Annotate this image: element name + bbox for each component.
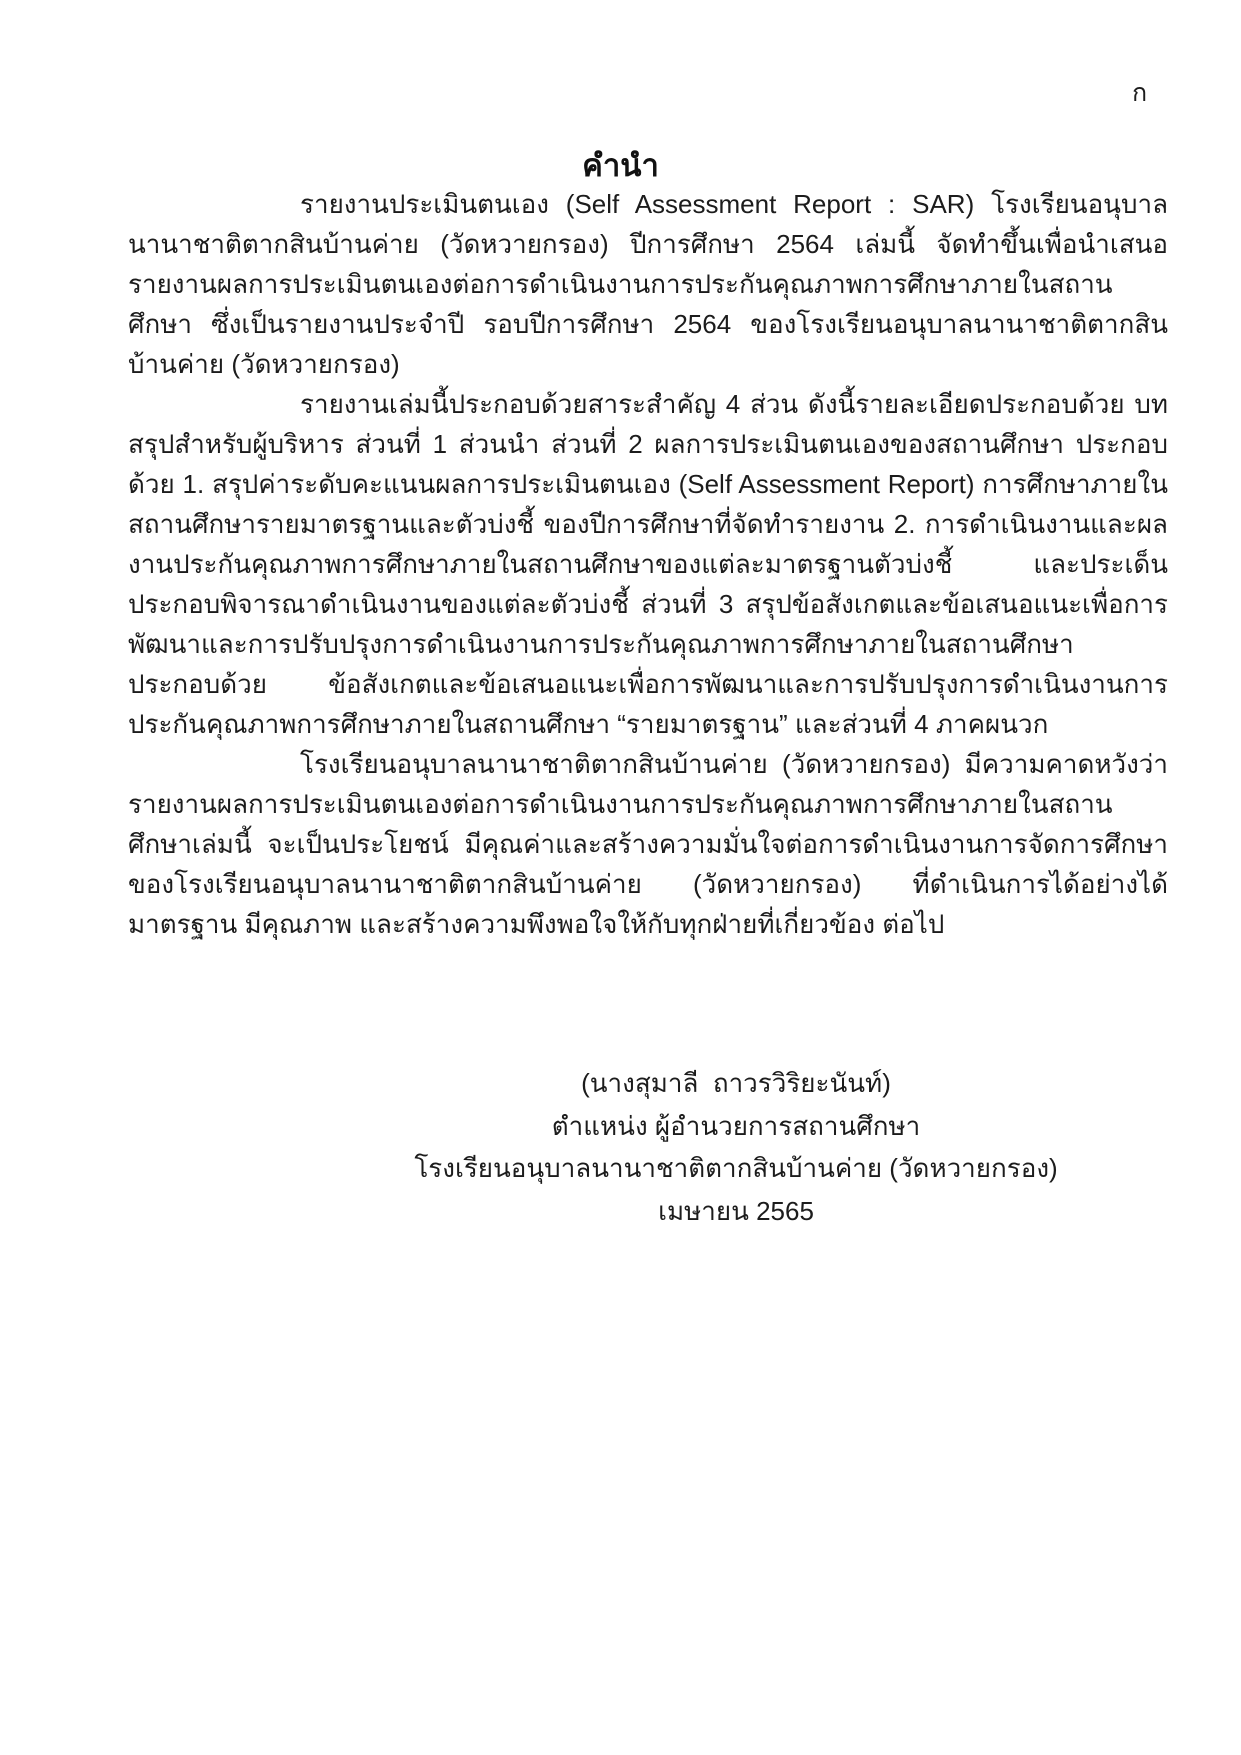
signature-position: ตำแหน่ง ผู้อำนวยการสถานศึกษา [551,1110,921,1141]
preface-paragraph-3: โรงเรียนอนุบาลนานาชาติตากสินบ้านค่าย (วัดหวายกรอง) มีความคาดหวังว่ารายงานผลการประเมินตนเองต่อการดำเนินงานการประกันคุณภาพการศึกษาภายในสถานศึกษาเล่มนี้ จะเป็นประโยชน์ มีคุณค่าและสร้างความมั่นใจต่อการดำเนินงานการจัดการศึกษา ของโรงเรียนอนุบาลนานาชาติตากสินบ้านค่าย (วัดหวายกรอง) ที่ดำเนินการได้อย่างได้มาตรฐาน มีคุณภาพ และสร้างความพึงพอใจให้กับทุกฝ่ายที่เกี่ยวข้อง ต่อไป [128,749,1168,939]
preface-body [128,184,1168,944]
signature-date: เมษายน 2565 [658,1195,814,1226]
preface-paragraph-1: รายงานประเมินตนเอง (Self Assessment Report : SAR) โรงเรียนอนุบาลนานาชาติตากสินบ้านค่าย (วัดหวายกรอง) ปีการศึกษา 2564 เล่มนี้ จัดทำขึ้นเพื่อนำเสนอรายงานผลการประเมินตนเองต่อการดำเนินงานการประกันคุณภาพการศึกษาภายในสถานศึกษา ซึ่งเป็นรายงานประจำปี รอบปีการศึกษา 2564 ของโรงเรียนอนุบาลนานาชาติตากสินบ้านค่าย (วัดหวายกรอง) [128,189,1168,379]
preface-paragraph-2: รายงานเล่มนี้ประกอบด้วยสาระสำคัญ 4 ส่วน ดังนี้รายละเอียดประกอบด้วย บทสรุปสำหรับผู้บริหาร ส่วนที่ 1 ส่วนนำ ส่วนที่ 2 ผลการประเมินตนเองของสถานศึกษา ประกอบด้วย 1. สรุปค่าระดับคะแนนผลการประเมินตนเอง (Self Assessment Report) การศึกษาภายในสถานศึกษารายมาตรฐานและตัวบ่งชี้ ของปีการศึกษาที่จัดทำรายงาน 2. การดำเนินงานและผลงานประกันคุณภาพการศึกษาภายในสถานศึกษาของแต่ละมาตรฐานตัวบ่งชี้ และประเด็นประกอบพิจารณาดำเนินงานของแต่ละตัวบ่งชี้ ส่วนที่ 3 สรุปข้อสังเกตและข้อเสนอแนะเพื่อการพัฒนาและการปรับปรุงการดำเนินงานการประกันคุณภาพการศึกษาภายในสถานศึกษา ประกอบด้วย ข้อสังเกตและข้อเสนอแนะเพื่อการพัฒนาและการปรับปรุงการดำเนินงานการประกันคุณภาพการศึกษาภายในสถานศึกษา “รายมาตรฐาน” และส่วนที่ 4 ภาคผนวก [128,389,1168,739]
signature-block [408,1062,1064,1232]
page-title: คำนำ [582,148,659,183]
page-number: ก [1132,79,1148,107]
signature-name: (นางสุมาลี ถาวรวิริยะนันท์) [581,1068,891,1098]
signature-school: โรงเรียนอนุบาลนานาชาติตากสินบ้านค่าย (วัดหวายกรอง) [414,1153,1058,1183]
